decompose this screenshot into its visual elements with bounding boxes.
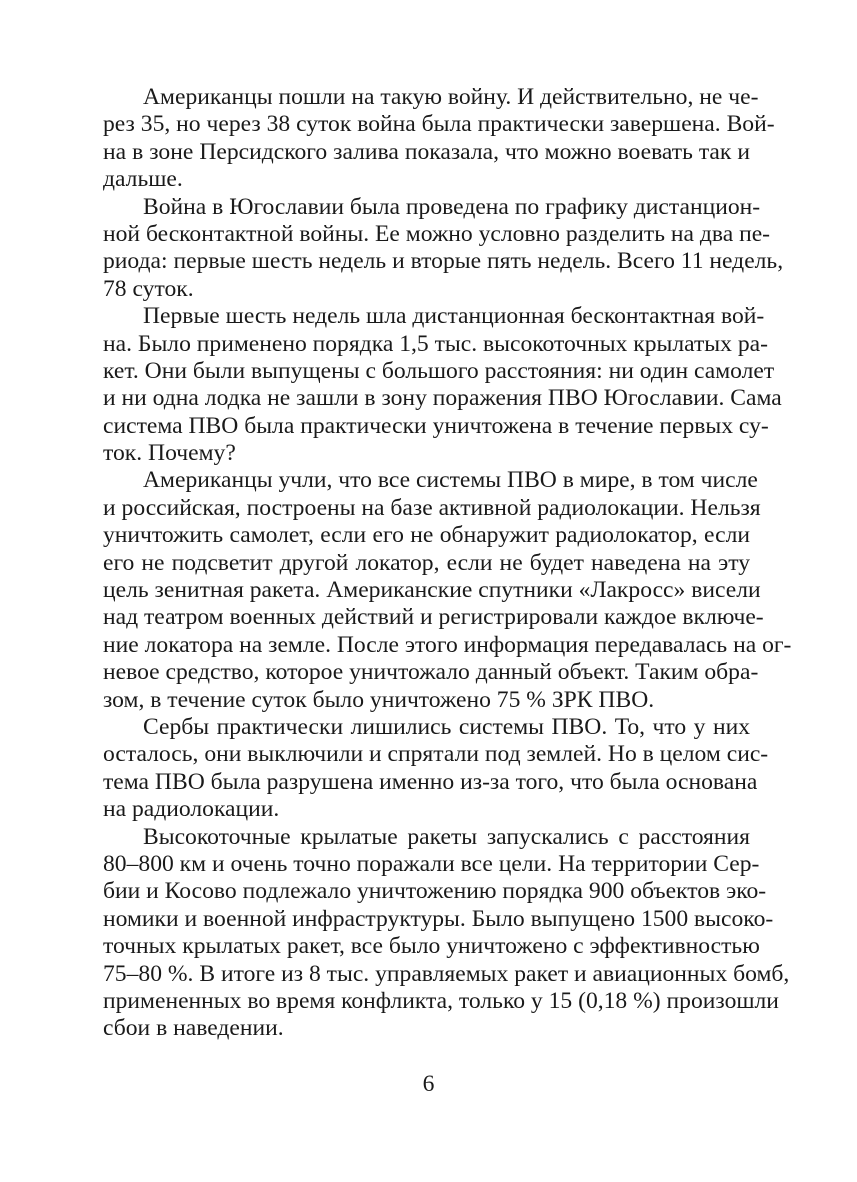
text-line: на радиолокации.: [103, 796, 280, 823]
paragraph-2: [103, 193, 784, 304]
text-line: бии и Косово подлежало уничтожению порядка 900 объектов эко-: [103, 878, 767, 905]
text-line: Высокоточные крылатые ракеты запускались с расстояния: [143, 823, 750, 850]
text-line: зом, в течение суток было уничтожено 75 % ЗРК ПВО.: [103, 686, 655, 713]
text-line: точных крылатых ракет, все было уничтожено с эффективностью: [103, 933, 760, 960]
paragraph-6: [103, 823, 790, 1043]
text-line: и российская, построены на базе активной радиолокации. Нельзя: [103, 494, 761, 521]
text-line: номики и военной инфраструктуры. Было выпущено 1500 высоко-: [103, 905, 774, 932]
text-line: на. Было применено порядка 1,5 тыс. высокоточных крылатых ра-: [103, 330, 768, 357]
text-line: ток. Почему?: [103, 440, 236, 467]
text-line: Американцы пошли на такую войну. И действительно, не че-: [143, 84, 759, 110]
text-line: на в зоне Персидского залива показала, что можно воевать так и: [103, 138, 750, 165]
text-line: 78 суток.: [103, 275, 194, 302]
text-line: над театром военных действий и регистрировали каждое включе-: [103, 604, 764, 631]
text-line: его не подсветит другой локатор, если не будет наведена на эту: [103, 549, 750, 576]
text-line: уничтожить самолет, если его не обнаружит радиолокатор, если: [103, 522, 750, 549]
text-line: дальше.: [103, 166, 183, 193]
text-line: осталось, они выключили и спрятали под землей. Но в целом сис-: [103, 741, 769, 768]
text-line: цель зенитная ракета. Американские спутники «Лакросс» висели: [103, 577, 761, 604]
text-line: сбои в наведении.: [103, 1015, 284, 1042]
paragraph-5: [103, 713, 769, 824]
text-line: примененных во время конфликта, только у 15 (0,18 %) произошли: [103, 987, 779, 1014]
text-line: ние локатора на земле. После этого информация передавалась на ог-: [103, 631, 792, 658]
document-body: [103, 84, 792, 1043]
paragraph-3: [103, 303, 782, 467]
text-line: система ПВО была практически уничтожена в течение первых су-: [103, 412, 769, 439]
text-line: невое средство, которое уничтожало данный объект. Таким обра-: [103, 659, 759, 686]
text-line: рез 35, но через 38 суток война была практически завершена. Вой-: [103, 111, 775, 138]
paragraph-4: [103, 467, 792, 714]
text-line: тема ПВО была разрушена именно из-за того, что была основана: [103, 768, 758, 795]
text-line: и ни одна лодка не зашли в зону поражения ПВО Югославии. Сама: [103, 385, 782, 412]
text-line: риода: первые шесть недель и вторые пять недель. Всего 11 недель,: [103, 248, 784, 275]
text-line: Сербы практически лишились системы ПВО. То, что у них: [143, 713, 750, 740]
text-line: 75–80 %. В итоге из 8 тыс. управляемых ракет и авиационных бомб,: [103, 960, 790, 987]
text-line: ной бесконтактной войны. Ее можно условно разделить на два пе-: [103, 220, 771, 247]
text-line: Американцы учли, что все системы ПВО в мире, в том числе: [143, 467, 758, 494]
text-line: 80–800 км и очень точно поражали все цели. На территории Сер-: [103, 850, 760, 877]
text-line: кет. Они были выпущены с большого расстояния: ни один самолет: [103, 357, 775, 384]
text-line: Первые шесть недель шла дистанционная бесконтактная вой-: [143, 303, 765, 330]
text-line: Война в Югославии была проведена по графику дистанцион-: [143, 193, 761, 220]
paragraph-1: [103, 84, 775, 194]
page-number: 6: [422, 1071, 435, 1097]
